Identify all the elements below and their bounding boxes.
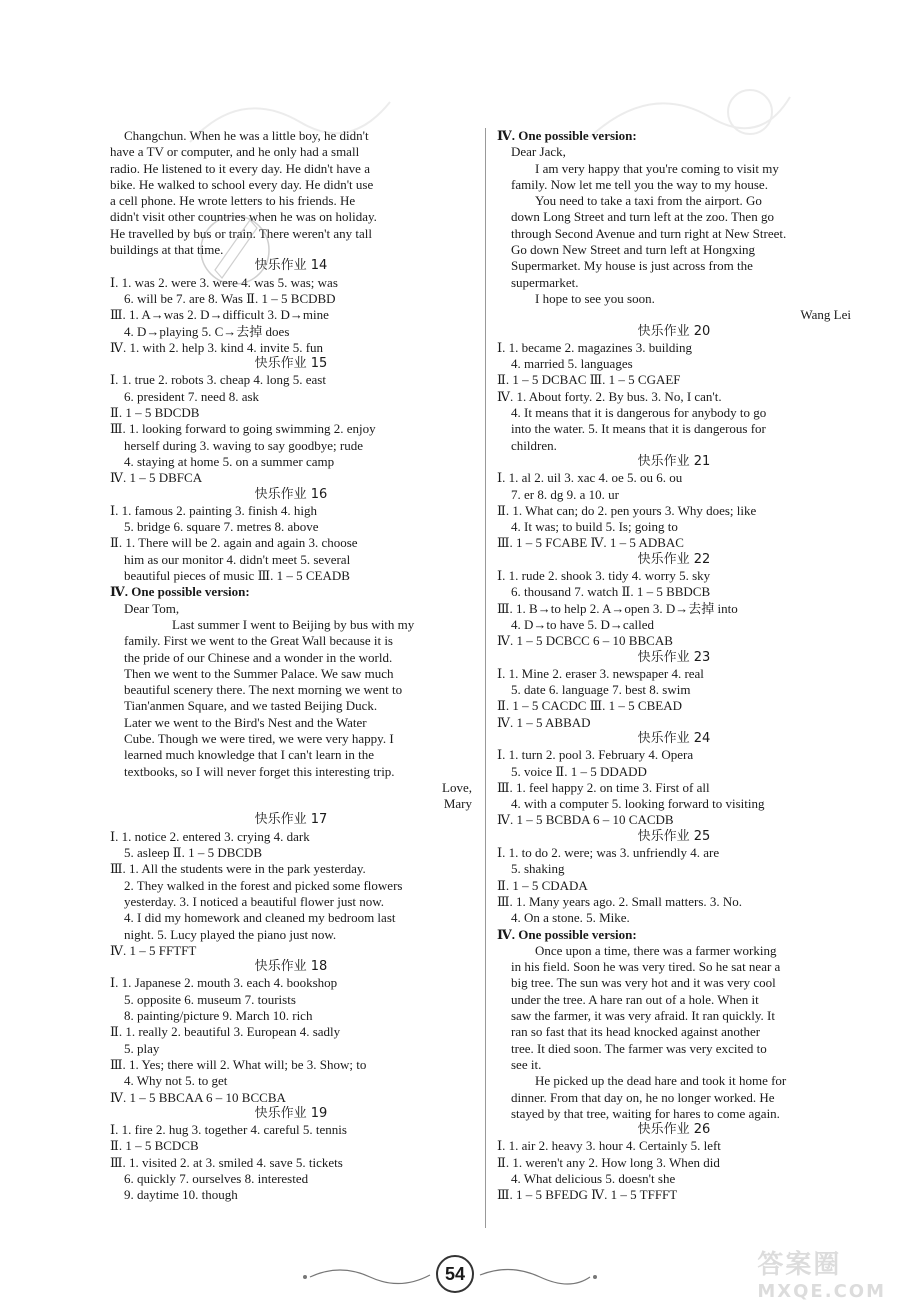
answer-line: 4. On a stone. 5. Mike. [511, 910, 630, 926]
answer-line: Ⅲ. 1. B→to help 2. A→open 3. D→去掉 into [497, 600, 738, 616]
answer-line: night. 5. Lucy played the piano just now. [124, 926, 337, 942]
section-heading: 快乐作业 23 [637, 649, 711, 665]
right-column [497, 128, 851, 1204]
answer-line: Ⅳ. 1 – 5 BCBDA 6 – 10 CACDB [497, 812, 674, 828]
section-heading: 快乐作业 25 [637, 828, 711, 844]
text-line: supermarket. [511, 274, 579, 290]
answer-line: 4. staying at home 5. on a summer camp [124, 453, 335, 469]
answer-line: 9. daytime 10. though [124, 1187, 238, 1203]
answer-line: Ⅰ. 1. true 2. robots 3. cheap 4. long 5. east [110, 372, 326, 388]
text-line: through Second Avenue and turn right at New Street. [511, 225, 787, 241]
answer-line: Ⅲ. 1. A→was 2. D→difficult 3. D→mine [110, 307, 329, 323]
text-line: family. First we went to the Great Wall because it is [124, 633, 393, 649]
text-line: I am very happy that you're coming to visit my [535, 160, 779, 176]
text-line: Supermarket. My house is just across from the [511, 258, 753, 274]
section-heading: 快乐作业 21 [637, 453, 711, 469]
text-line: the pride of our Chinese and a wonder in the world. [124, 649, 393, 665]
answer-line: Ⅱ. 1 – 5 BDCDB [110, 405, 200, 421]
answer-line: Ⅲ. 1. Yes; there will 2. What will; be 3. Show; to [110, 1056, 367, 1072]
answer-line: Ⅱ. 1. really 2. beautiful 3. European 4. sadly [110, 1024, 341, 1040]
watermark-logo [716, 1222, 886, 1302]
answer-line: Ⅱ. 1 – 5 BCDCB [110, 1138, 199, 1154]
text-line: Once upon a time, there was a farmer working [535, 942, 777, 958]
section-heading: 快乐作业 17 [254, 812, 328, 828]
text-line: down Long Street and turn left at the zoo. Then go [511, 209, 774, 225]
answer-line: Ⅳ. 1 – 5 ABBAD [497, 714, 591, 730]
answer-line: Ⅳ. 1 – 5 FFTFT [110, 942, 197, 958]
answer-line: Ⅲ. 1 – 5 FCABE Ⅳ. 1 – 5 ADBAC [497, 535, 684, 551]
answer-line: Ⅱ. 1. There will be 2. again and again 3. choose [110, 535, 358, 551]
answer-line: Ⅱ. 1 – 5 CDADA [497, 877, 588, 893]
section-heading: 快乐作业 26 [637, 1122, 711, 1138]
answer-line: Ⅰ. 1. rude 2. shook 3. tidy 4. worry 5. sky [497, 568, 711, 584]
section-heading: 快乐作业 20 [637, 323, 711, 339]
text-line: You need to take a taxi from the airport. Go [535, 193, 762, 209]
answer-line: Ⅰ. 1. fire 2. hug 3. together 4. careful 5. tennis [110, 1122, 347, 1138]
answer-line: into the water. 5. It means that it is dangerous for [511, 421, 766, 437]
answer-line: 2. They walked in the forest and picked some flowers [124, 877, 403, 893]
text-line: Tian'anmen Square, and we tasted Beijing Duck. [124, 698, 378, 714]
answer-line: Ⅰ. 1. air 2. heavy 3. hour 4. Certainly 5. left [497, 1138, 721, 1154]
text-line: ran so fast that its head knocked against another [511, 1024, 761, 1040]
answer-line: 4. D→playing 5. C→去掉 does [124, 323, 290, 339]
answer-line: 8. painting/picture 9. March 10. rich [124, 1008, 313, 1024]
section-heading: 快乐作业 19 [254, 1105, 328, 1121]
text-line: under the tree. A hare ran out of a hole. When it [511, 991, 759, 1007]
text-line: Cube. Though we were tired, we were very happy. I [124, 730, 394, 746]
answer-line: Ⅱ. 1. weren't any 2. How long 3. When did [497, 1154, 720, 1170]
answer-line: 4. married 5. languages [511, 356, 633, 372]
answer-line: Ⅱ. 1. What can; do 2. pen yours 3. Why does; like [497, 502, 757, 518]
answer-line: him as our monitor 4. didn't meet 5. several [124, 551, 351, 567]
answer-line: 5. voice Ⅱ. 1 – 5 DDADD [511, 763, 647, 779]
answer-line: 7. er 8. dg 9. a 10. ur [511, 486, 619, 502]
answer-line: Ⅳ. 1. About forty. 2. By bus. 3. No, I can't. [497, 388, 722, 404]
answer-line: Ⅲ. 1. looking forward to going swimming 2. enjoy [110, 421, 376, 437]
text-line: I hope to see you soon. [535, 290, 655, 306]
answer-line: 6. will be 7. are 8. Was Ⅱ. 1 – 5 BCDBD [124, 290, 336, 306]
column-divider [485, 128, 486, 1228]
section-heading: 快乐作业 16 [254, 486, 328, 502]
answer-line: Ⅰ. 1. notice 2. entered 3. crying 4. dark [110, 828, 310, 844]
answer-line: Ⅰ. 1. Mine 2. eraser 3. newspaper 4. real [497, 665, 704, 681]
text-line: bike. He walked to school every day. He didn't use [110, 176, 374, 192]
text-line: big tree. The sun was very hot and it was very cool [511, 975, 776, 991]
text-line: saw the farmer, it was very afraid. It ran quickly. It [511, 1008, 775, 1024]
answer-line: Ⅰ. 1. Japanese 2. mouth 3. each 4. bookshop [110, 975, 338, 991]
text-line: Changchun. When he was a little boy, he didn't [124, 128, 369, 143]
section-heading: 快乐作业 22 [637, 551, 711, 567]
letter-signature: Mary [443, 796, 472, 812]
answer-line: children. [511, 437, 557, 453]
watermark-text [757, 1244, 886, 1302]
answer-line: Ⅲ. 1. feel happy 2. on time 3. First of all [497, 779, 710, 795]
text-line: Then we went to the Summer Palace. We saw much [124, 665, 394, 681]
text-line: stayed by that tree, waiting for hares to come again. [511, 1105, 780, 1121]
text-line: textbooks, so I will never forget this interesting trip. [124, 763, 395, 779]
text-line: He travelled by bus or train. There weren't any tall [110, 225, 373, 241]
answer-line: 5. shaking [511, 861, 565, 877]
section-heading: 快乐作业 15 [254, 356, 328, 372]
text-line: family. Now let me tell you the way to my house. [511, 176, 768, 192]
text-line: Go down New Street and turn left at Hongxing [511, 242, 756, 258]
answer-line: Ⅲ. 1. Many years ago. 2. Small matters. 3. No. [497, 893, 743, 909]
text-line: beautiful scenery there. The next morning we went to [124, 682, 403, 698]
version-label: Ⅳ. One possible version: [497, 926, 637, 942]
answer-line: Ⅰ. 1. was 2. were 3. were 4. was 5. was; was [110, 274, 338, 290]
text-line: see it. [511, 1056, 542, 1072]
watermark-latin: MXQE.COM [757, 1281, 886, 1302]
text-line: buildings at that time. [110, 242, 224, 258]
answer-line: Ⅲ. 1 – 5 BFEDG Ⅳ. 1 – 5 TFFFT [497, 1187, 678, 1203]
section-heading: 快乐作业 18 [254, 959, 328, 975]
answer-line: 5. bridge 6. square 7. metres 8. above [124, 519, 319, 535]
watermark-cn: 答案圈 [757, 1250, 842, 1280]
text-line: Last summer I went to Beijing by bus with my [172, 616, 415, 632]
text-line: in his field. Soon he was very tired. So he sat near a [511, 959, 781, 975]
version-label: Ⅳ. One possible version: [110, 584, 250, 600]
left-column [110, 128, 472, 1204]
answer-line: Ⅱ. 1 – 5 DCBAC Ⅲ. 1 – 5 CGAEF [497, 372, 681, 388]
answer-line: herself during 3. waving to say goodbye; rude [124, 437, 364, 453]
answer-line: Ⅲ. 1. All the students were in the park yesterday. [110, 861, 366, 877]
text-line: He picked up the dead hare and took it home for [535, 1073, 787, 1089]
answer-line: 6. quickly 7. ourselves 8. interested [124, 1171, 309, 1186]
answer-line: Ⅰ. 1. famous 2. painting 3. finish 4. high [110, 502, 317, 518]
answer-line: 4. Why not 5. to get [124, 1073, 228, 1089]
text-line: a cell phone. He wrote letters to his friends. He [110, 193, 356, 209]
text-line: tree. It died soon. The farmer was very excited to [511, 1040, 767, 1056]
page-number: 54 [436, 1255, 474, 1293]
answer-line: 5. opposite 6. museum 7. tourists [124, 991, 296, 1007]
letter-signature: Wang Lei [800, 307, 851, 323]
answer-line: 6. thousand 7. watch Ⅱ. 1 – 5 BBDCB [511, 584, 711, 600]
answer-line: Ⅱ. 1 – 5 CACDC Ⅲ. 1 – 5 CBEAD [497, 698, 682, 714]
answer-line: 4. D→to have 5. D→called [511, 616, 654, 632]
answer-line: Ⅰ. 1. to do 2. were; was 3. unfriendly 4. are [497, 845, 720, 861]
answer-line: Ⅰ. 1. turn 2. pool 3. February 4. Opera [497, 747, 694, 763]
answer-line: Ⅳ. 1. with 2. help 3. kind 4. invite 5. fun [110, 339, 324, 355]
answer-line: Ⅰ. 1. al 2. uil 3. xac 4. oe 5. ou 6. ou [497, 470, 683, 486]
answer-line: 4. with a computer 5. looking forward to visiting [511, 796, 765, 812]
text-line: Later we went to the Bird's Nest and the Water [124, 714, 367, 730]
answer-line: Ⅳ. 1 – 5 DCBCC 6 – 10 BBCAB [497, 633, 673, 649]
answer-line: yesterday. 3. I noticed a beautiful flower just now. [124, 893, 385, 909]
text-line: didn't visit other countries when he was on holiday. [110, 209, 377, 225]
answer-line: 4. It means that it is dangerous for anybody to go [511, 405, 767, 421]
letter-greeting: Dear Jack, [511, 144, 566, 160]
version-label: Ⅳ. One possible version: [497, 128, 637, 143]
answer-line: 5. asleep Ⅱ. 1 – 5 DBCDB [124, 845, 263, 861]
section-heading: 快乐作业 24 [637, 730, 711, 746]
answer-line: Ⅳ. 1 – 5 DBFCA [110, 470, 203, 486]
text-line: have a TV or computer, and he only had a small [110, 144, 360, 160]
text-line: learned much knowledge that I can't learn in the [124, 747, 374, 763]
section-heading: 快乐作业 14 [254, 258, 328, 274]
answer-line: beautiful pieces of music Ⅲ. 1 – 5 CEADB [124, 568, 350, 584]
answer-line: 4. It was; to build 5. Is; going to [511, 519, 678, 535]
letter-greeting: Dear Tom, [124, 600, 180, 616]
answer-line: 5. play [124, 1040, 160, 1056]
answer-line: 5. date 6. language 7. best 8. swim [511, 682, 691, 698]
answer-line: 4. What delicious 5. doesn't she [511, 1171, 676, 1186]
answer-line: Ⅰ. 1. became 2. magazines 3. building [497, 339, 693, 355]
page-footer [300, 1255, 600, 1291]
text-line: dinner. From that day on, he no longer worked. He [511, 1089, 775, 1105]
answer-line: Ⅳ. 1 – 5 BBCAA 6 – 10 BCCBA [110, 1089, 286, 1105]
letter-closing: Love, [442, 779, 472, 795]
answer-line: Ⅲ. 1. visited 2. at 3. smiled 4. save 5. tickets [110, 1154, 343, 1170]
text-line: radio. He listened to it every day. He didn't have a [110, 160, 370, 176]
answer-line: 4. I did my homework and cleaned my bedroom last [124, 910, 396, 926]
stamp-watermark [195, 200, 275, 320]
answer-line: 6. president 7. need 8. ask [124, 388, 260, 404]
